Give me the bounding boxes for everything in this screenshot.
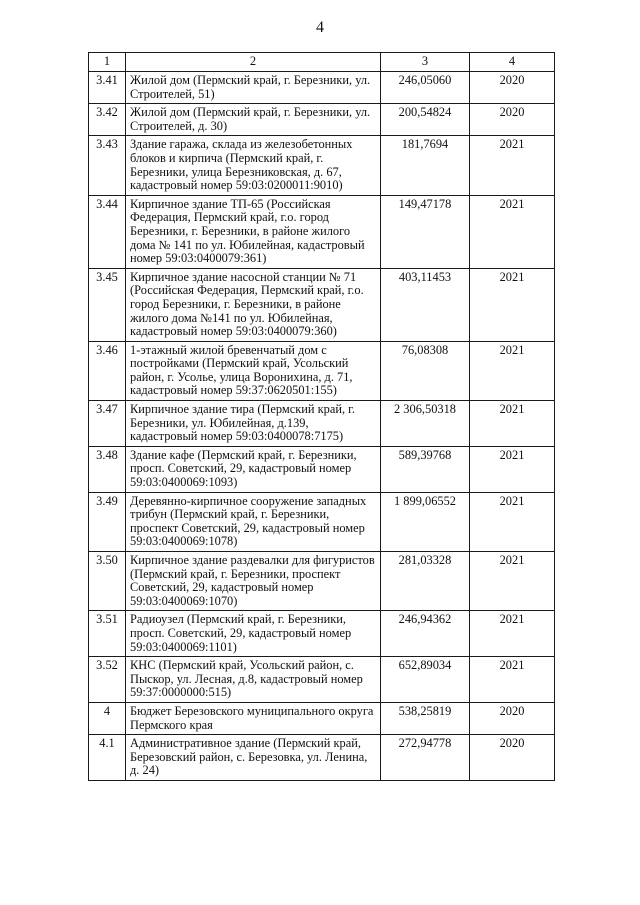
row-description: Деревянно-кирпичное сооружение западных трибун (Пермский край, г. Березники, проспект Советский, 29, кадастровый номер 59:03:0400069:1078) — [126, 492, 381, 551]
row-number: 4 — [89, 702, 126, 734]
row-number: 3.46 — [89, 341, 126, 400]
header-col-2: 2 — [126, 53, 381, 72]
row-number: 3.52 — [89, 657, 126, 703]
row-value: 200,54824 — [381, 104, 470, 136]
row-number: 3.47 — [89, 401, 126, 447]
row-description: Здание кафе (Пермский край, г. Березники, просп. Советский, 29, кадастровый номер 59:03:0400069:1093) — [126, 446, 381, 492]
row-number: 3.50 — [89, 552, 126, 611]
table-row — [89, 136, 555, 195]
row-year: 2021 — [470, 492, 555, 551]
row-value: 403,11453 — [381, 268, 470, 341]
row-value: 149,47178 — [381, 195, 470, 268]
row-description: Кирпичное здание ТП-65 (Российская Федерация, Пермский край, г.о. город Березники, г. Березники, в районе жилого дома № 141 по ул. Юбилейная, кадастровый номер 59:03:0400079:361) — [126, 195, 381, 268]
row-description: Жилой дом (Пермский край, г. Березники, ул. Строителей, 51) — [126, 72, 381, 104]
table-row — [89, 72, 555, 104]
row-year: 2021 — [470, 195, 555, 268]
row-description: Кирпичное здание тира (Пермский край, г. Березники, ул. Юбилейная, д.139, кадастровый номер 59:03:0400078:7175) — [126, 401, 381, 447]
row-number: 3.44 — [89, 195, 126, 268]
row-value: 76,08308 — [381, 341, 470, 400]
table-row — [89, 268, 555, 341]
row-description: Радиоузел (Пермский край, г. Березники, просп. Советский, 29, кадастровый номер 59:03:0400069:1101) — [126, 611, 381, 657]
row-description: КНС (Пермский край, Усольский район, с. Пыскор, ул. Лесная, д.8, кадастровый номер 59:37:0000000:515) — [126, 657, 381, 703]
row-value: 589,39768 — [381, 446, 470, 492]
table-row — [89, 657, 555, 703]
row-description: 1-этажный жилой бревенчатый дом с постройками (Пермский край, Усольский район, г. Усолье, улица Воронихина, д. 71, кадастровый номер 59:37:0620501:155) — [126, 341, 381, 400]
row-description: Жилой дом (Пермский край, г. Березники, ул. Строителей, д. 30) — [126, 104, 381, 136]
table-header-row — [89, 53, 555, 72]
header-col-3: 3 — [381, 53, 470, 72]
row-value: 272,94778 — [381, 735, 470, 781]
row-year: 2021 — [470, 552, 555, 611]
row-year: 2021 — [470, 446, 555, 492]
property-table — [88, 52, 555, 781]
row-number: 3.49 — [89, 492, 126, 551]
header-col-1: 1 — [89, 53, 126, 72]
header-col-4: 4 — [470, 53, 555, 72]
table-row — [89, 104, 555, 136]
table-row — [89, 401, 555, 447]
row-description: Бюджет Березовского муниципального округа Пермского края — [126, 702, 381, 734]
table-row — [89, 611, 555, 657]
row-number: 3.41 — [89, 72, 126, 104]
row-year: 2021 — [470, 341, 555, 400]
row-value: 246,05060 — [381, 72, 470, 104]
table-row — [89, 735, 555, 781]
row-year: 2020 — [470, 104, 555, 136]
row-number: 4.1 — [89, 735, 126, 781]
row-value: 246,94362 — [381, 611, 470, 657]
row-value: 281,03328 — [381, 552, 470, 611]
row-year: 2021 — [470, 657, 555, 703]
row-year: 2020 — [470, 735, 555, 781]
row-number: 3.51 — [89, 611, 126, 657]
row-year: 2021 — [470, 136, 555, 195]
table-row — [89, 341, 555, 400]
row-value: 652,89034 — [381, 657, 470, 703]
page-number: 4 — [316, 19, 324, 36]
table-row — [89, 446, 555, 492]
row-value: 1 899,06552 — [381, 492, 470, 551]
table-row — [89, 702, 555, 734]
row-description: Кирпичное здание насосной станции № 71 (Российская Федерация, Пермский край, г.о. город Березники, г. Березники, в районе жилого дома №141 по ул. Юбилейная, кадастровый номер 59:03:0400079:360) — [126, 268, 381, 341]
row-value: 181,7694 — [381, 136, 470, 195]
row-year: 2021 — [470, 268, 555, 341]
table-body — [89, 72, 555, 781]
row-number: 3.42 — [89, 104, 126, 136]
row-description: Здание гаража, склада из железобетонных блоков и кирпича (Пермский край, г. Березники, улица Березниковская, д. 67, кадастровый номер 59:03:0200011:9010) — [126, 136, 381, 195]
row-number: 3.45 — [89, 268, 126, 341]
row-number: 3.43 — [89, 136, 126, 195]
table-row — [89, 492, 555, 551]
row-description: Административное здание (Пермский край, Березовский район, с. Березовка, ул. Ленина, д. 24) — [126, 735, 381, 781]
row-description: Кирпичное здание раздевалки для фигуристов (Пермский край, г. Березники, проспект Советский, 29, кадастровый номер 59:03:0400069:1070) — [126, 552, 381, 611]
row-value: 2 306,50318 — [381, 401, 470, 447]
row-number: 3.48 — [89, 446, 126, 492]
row-year: 2020 — [470, 72, 555, 104]
row-value: 538,25819 — [381, 702, 470, 734]
row-year: 2021 — [470, 401, 555, 447]
row-year: 2021 — [470, 611, 555, 657]
table-row — [89, 195, 555, 268]
table-row — [89, 552, 555, 611]
row-year: 2020 — [470, 702, 555, 734]
